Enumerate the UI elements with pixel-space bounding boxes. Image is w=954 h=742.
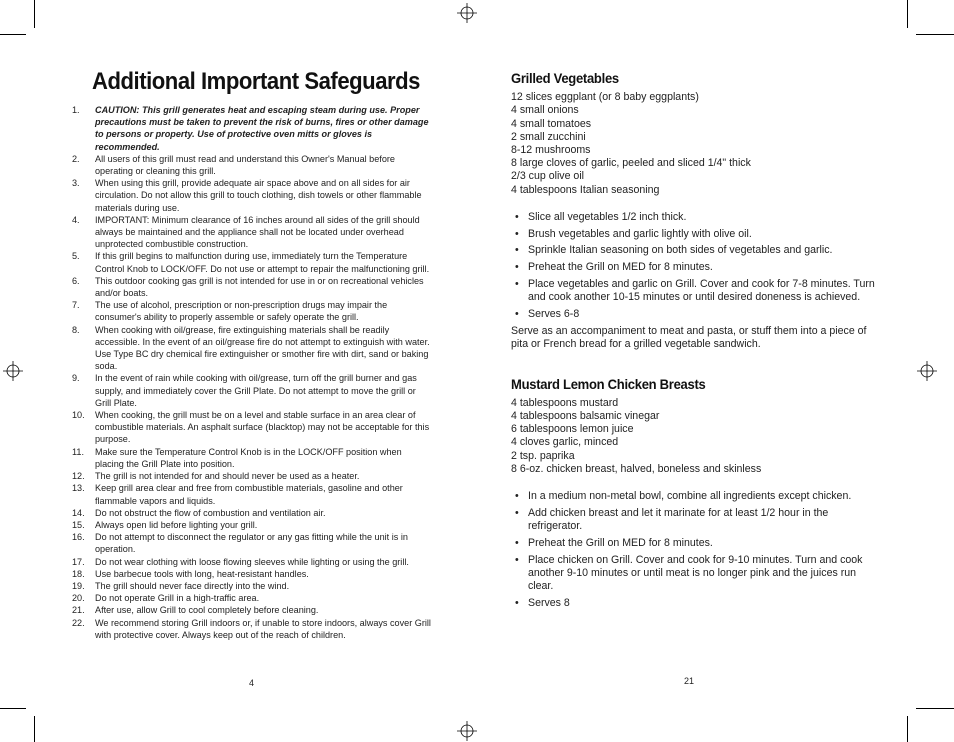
safeguards-list — [72, 104, 432, 641]
step-text: In a medium non-metal bowl, combine all ingredients except chicken. — [528, 490, 852, 503]
item-number: 6. — [72, 275, 80, 286]
recipe-grilled-vegetables — [511, 72, 876, 352]
safeguard-item — [72, 617, 432, 641]
item-number: 4. — [72, 214, 80, 225]
item-text: If this grill begins to malfunction during use, immediately turn the Temperature Control Knob to LOCK/OFF. Do not use or attempt to repair the malfunctioning grill. — [95, 251, 430, 274]
safeguard-item — [72, 446, 432, 470]
item-number: 7. — [72, 300, 80, 311]
item-text: Do not attempt to disconnect the regulator or any gas fitting while the unit is in operation. — [95, 532, 408, 555]
item-number: 5. — [72, 251, 80, 262]
recipe-step — [511, 554, 876, 594]
bullet-icon: • — [515, 536, 519, 549]
safeguard-item — [72, 372, 432, 409]
step-text: Sprinkle Italian seasoning on both sides of vegetables and garlic. — [528, 244, 833, 257]
recipe-step — [511, 537, 876, 550]
ingredient: 2 tsp. paprika — [511, 449, 575, 462]
item-text: The grill should never face directly into the wind. — [95, 580, 290, 591]
ingredient: 8-12 mushrooms — [511, 144, 591, 157]
item-text: Do not wear clothing with loose flowing sleeves while lighting or using the grill. — [95, 556, 409, 567]
bullet-icon: • — [515, 278, 519, 291]
item-number: 22. — [72, 617, 85, 628]
crop-mark — [34, 0, 35, 28]
ingredient-list — [511, 397, 876, 476]
item-number: 8. — [72, 324, 80, 335]
ingredient: 4 tablespoons Italian seasoning — [511, 183, 660, 196]
ingredient: 4 small tomatoes — [511, 117, 592, 130]
ingredient: 4 tablespoons balsamic vinegar — [511, 410, 660, 423]
step-text: Serves 6-8 — [528, 308, 580, 321]
recipe-step — [511, 308, 876, 321]
item-number: 20. — [72, 593, 85, 604]
item-text: After use, allow Grill to cool completely before cleaning. — [95, 605, 319, 616]
item-text: Keep grill area clear and free from combustible materials, gasoline and other flammable vapors and liquids. — [95, 483, 403, 506]
recipe-step — [511, 244, 876, 257]
item-text: Make sure the Temperature Control Knob is in the LOCK/OFF position when placing the Grill Plate into position. — [95, 446, 402, 469]
item-number: 19. — [72, 580, 85, 591]
bullet-icon: • — [515, 227, 519, 240]
recipe-step — [511, 228, 876, 241]
ingredient: 8 large cloves of garlic, peeled and sliced 1/4" thick — [511, 157, 751, 170]
item-text: Do not operate Grill in a high-traffic area. — [95, 593, 260, 604]
step-text: Preheat the Grill on MED for 8 minutes. — [528, 536, 713, 549]
item-number: 3. — [72, 178, 80, 189]
safeguard-item — [72, 580, 432, 592]
steps-list — [511, 211, 876, 321]
item-text: The grill is not intended for and should never be used as a heater. — [95, 471, 360, 482]
item-number: 21. — [72, 605, 85, 616]
crop-mark — [0, 708, 26, 709]
item-number: 10. — [72, 410, 85, 421]
serving-note: Serve as an accompaniment to meat and pasta, or stuff them into a piece of pita or French bread for a grilled vegetable sandwich. — [511, 325, 867, 351]
bullet-icon: • — [515, 506, 519, 519]
safeguard-item — [72, 568, 432, 580]
crop-mark — [916, 708, 954, 709]
recipe-step — [511, 597, 876, 610]
safeguard-item — [72, 604, 432, 616]
bullet-icon: • — [515, 210, 519, 223]
recipe-title: Grilled Vegetables — [511, 70, 619, 86]
recipe-step — [511, 507, 876, 533]
item-text: Use barbecue tools with long, heat-resistant handles. — [95, 568, 309, 579]
safeguard-item — [72, 214, 432, 251]
safeguard-item — [72, 177, 432, 214]
item-text: When cooking with oil/grease, fire extinguishing materials shall be readily accessible. In the event of an oil/grease fire do not attempt to extinguish with water. Use Type BC dry chemical fire extinguisher or smother fire with dirt, sand or baking soda. — [95, 324, 430, 372]
safeguard-item — [72, 409, 432, 446]
item-text: Do not obstruct the flow of combustion and ventilation air. — [95, 507, 326, 518]
crop-mark — [916, 34, 954, 35]
steps-list — [511, 490, 876, 610]
item-text: CAUTION: This grill generates heat and escaping steam during use. Proper precautions must be taken to prevent the risk of burns, fires or other damage to persons or property. Use of protective oven mitts or gloves is recommended. — [95, 105, 429, 152]
step-text: Add chicken breast and let it marinate for at least 1/2 hour in the refrigerator. — [528, 506, 829, 533]
safeguard-item — [72, 482, 432, 506]
ingredient: 4 small onions — [511, 104, 579, 117]
ingredient-list — [511, 91, 876, 197]
item-number: 17. — [72, 556, 85, 567]
safeguard-item — [72, 275, 432, 299]
ingredient: 12 slices eggplant (or 8 baby eggplants) — [511, 91, 699, 104]
safeguard-item — [72, 507, 432, 519]
bullet-icon: • — [515, 553, 519, 566]
crop-mark — [907, 0, 908, 28]
item-number: 14. — [72, 507, 85, 518]
item-text: The use of alcohol, prescription or non-prescription drugs may impair the consumer's ability to properly assemble or safely operate the grill. — [95, 300, 388, 323]
safeguard-item — [72, 299, 432, 323]
safeguard-item — [72, 519, 432, 531]
safeguard-item — [72, 592, 432, 604]
bullet-icon: • — [515, 308, 519, 321]
item-text: All users of this grill must read and understand this Owner's Manual before operating or cleaning this grill. — [95, 153, 395, 177]
step-text: Brush vegetables and garlic lightly with olive oil. — [528, 227, 752, 240]
registration-mark-icon — [917, 361, 937, 381]
recipes-column — [511, 72, 876, 614]
item-text: This outdoor cooking gas grill is not intended for use in or on recreational vehicles and/or boats. — [95, 275, 424, 299]
safeguard-item — [72, 324, 432, 373]
item-number: 18. — [72, 568, 85, 579]
bullet-icon: • — [515, 490, 519, 503]
registration-mark-icon — [3, 361, 23, 381]
recipe-step — [511, 211, 876, 224]
bullet-icon: • — [515, 261, 519, 274]
item-text: IMPORTANT: Minimum clearance of 16 inches around all sides of the grill should always be maintained and the appliance shall not be located under overhead unprotected combustible construction. — [95, 214, 420, 250]
step-text: Place chicken on Grill. Cover and cook for 9-10 minutes. Turn and cook another 9-10 minutes or until meat is no longer pink and the juices run clear. — [528, 553, 863, 593]
page-number: 4 — [249, 678, 255, 688]
registration-mark-icon — [457, 3, 477, 23]
recipe-step — [511, 261, 876, 274]
bullet-icon: • — [515, 596, 519, 609]
item-text: When cooking, the grill must be on a level and stable surface in an area clear of combustible materials. An asphalt surface (blacktop) may not be acceptable for this purpose. — [95, 410, 430, 445]
safeguard-item — [72, 556, 432, 568]
item-text: We recommend storing Grill indoors or, if unable to store indoors, always cover Grill with protective cover. Always keep out of the reach of children. — [95, 617, 431, 640]
safeguard-item — [72, 470, 432, 482]
item-text: Always open lid before lighting your grill. — [95, 519, 258, 530]
item-number: 1. — [72, 105, 80, 115]
crop-mark — [907, 716, 908, 742]
recipe-step — [511, 278, 876, 304]
safeguard-item — [72, 104, 432, 153]
item-number: 12. — [72, 471, 85, 482]
page-number: 21 — [684, 676, 695, 686]
recipe-mustard-lemon-chicken — [511, 375, 876, 610]
registration-mark-icon — [457, 721, 477, 741]
crop-mark — [0, 34, 26, 35]
bullet-icon: • — [515, 244, 519, 257]
item-text: When using this grill, provide adequate air space above and on all sides for air circulation. Do not allow this grill to touch clothing, dish towels or other flammable materials during use. — [95, 178, 422, 213]
item-number: 15. — [72, 519, 85, 530]
safeguard-item — [72, 531, 432, 555]
item-text: In the event of rain while cooking with oil/grease, turn off the grill burner and gas supply, and immediately cover the Grill Plate. Do not attempt to move the grill or Grill Plate. — [95, 373, 417, 408]
ingredient: 4 tablespoons mustard — [511, 396, 619, 409]
crop-mark — [34, 716, 35, 742]
recipe-title: Mustard Lemon Chicken Breasts — [511, 375, 706, 392]
step-text: Slice all vegetables 1/2 inch thick. — [528, 210, 687, 223]
recipe-step — [511, 490, 876, 503]
page-title: Additional Important Safeguards — [92, 68, 421, 95]
step-text: Preheat the Grill on MED for 8 minutes. — [528, 261, 713, 274]
ingredient: 2/3 cup olive oil — [511, 170, 585, 183]
item-number: 9. — [72, 373, 80, 384]
safeguard-item — [72, 153, 432, 177]
item-number: 2. — [72, 153, 80, 164]
step-text: Place vegetables and garlic on Grill. Cover and cook for 7-8 minutes. Turn and cook another 10-15 minutes or until desired doneness is achieved. — [528, 278, 875, 304]
item-number: 13. — [72, 483, 85, 494]
ingredient: 2 small zucchini — [511, 130, 586, 143]
ingredient: 4 cloves garlic, minced — [511, 436, 619, 449]
item-number: 16. — [72, 532, 85, 543]
step-text: Serves 8 — [528, 596, 570, 609]
ingredient: 8 6-oz. chicken breast, halved, boneless and skinless — [511, 462, 762, 475]
ingredient: 6 tablespoons lemon juice — [511, 423, 634, 436]
safeguard-item — [72, 250, 432, 274]
item-number: 11. — [72, 446, 84, 457]
